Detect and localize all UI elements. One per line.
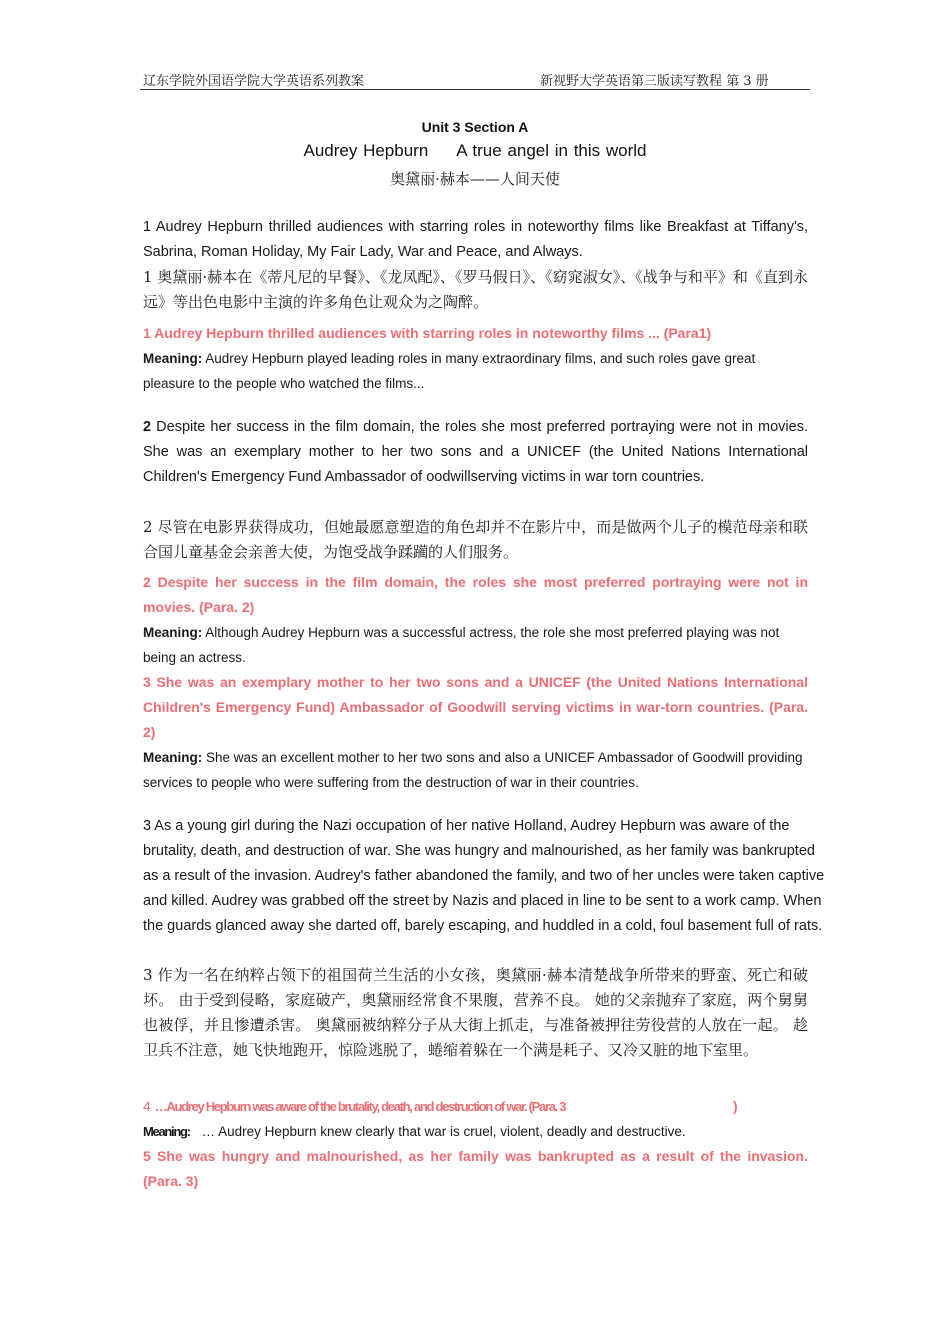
note3-heading: 3 She was an exemplary mother to her two sons and a UNICEF (the United Nations International Children's Emergency Fund) Ambassador of Goodwill serving victims in war-torn countries. (Para. 2) bbox=[143, 674, 808, 740]
note1-heading: 1 Audrey Hepburn thrilled audiences with starring roles in noteworthy films ... (Para1) bbox=[143, 325, 712, 341]
note4-heading bbox=[143, 1094, 808, 1119]
para3-english: 3 As a young girl during the Nazi occupation of her native Holland, Audrey Hepburn was aware of the brutality, death, and destruction of war. She was hungry and malnourished, as her family was bankrupted as a result of the invasion. Audrey's father abandoned the family, and two of her uncles were taken captive and killed. Audrey was grabbed off the street by Nazis and placed in line to be sent to a work camp. When the guards glanced away she darted off, barely escaping, and huddled in a cold, foul basement full of rats. bbox=[143, 818, 825, 934]
note2-meaning-text: Although Audrey Hepburn was a successful actress, the role she most preferred playing was not being an actress. bbox=[143, 625, 780, 665]
note4-meaning bbox=[143, 1119, 808, 1144]
note1-meaning-text: Audrey Hepburn played leading roles in many extraordinary films, and such roles gave great pleasure to the people who watched the films... bbox=[143, 351, 756, 391]
note1-meaning bbox=[143, 346, 808, 396]
note2-heading: 2 Despite her success in the film domain, the roles she most preferred portraying were not in movies. (Para. 2) bbox=[143, 574, 808, 615]
note3-meaning-label: Meaning: bbox=[143, 750, 203, 765]
note4-close-paren: ) bbox=[733, 1098, 738, 1114]
para3-chinese: 3 作为一名在纳粹占领下的祖国荷兰生活的小女孩，奥黛丽·赫本清楚战争所带来的野蛮、死亡和破坏。 由于受到侵略，家庭破产，奥黛丽经常食不果腹，营养不良。 她的父亲抛弃了家庭，两个舅舅也被俘，并且惨遭杀害。 奥黛丽被纳粹分子从大街上抓走，与准备被押往劳役营的人放在一起。 趁卫兵不注意，她飞快地跑开，惊险逃脱了，蜷缩着躲在一个满是耗子、又冷又脏的地下室里。 bbox=[143, 966, 808, 1059]
header-right: 新视野大学英语第三版读写教程 第 3 册 bbox=[540, 74, 769, 89]
note4-heading-text: …Audrey Hepburn was aware of the brutality, death, and destruction of war. (Para. 3 bbox=[154, 1099, 566, 1114]
note4-meaning-label: Meaning: bbox=[143, 1124, 190, 1139]
note4-meaning-text: … Audrey Hepburn knew clearly that war is cruel, violent, deadly and destructive. bbox=[201, 1124, 686, 1139]
main-title-name: Audrey Hepburn bbox=[303, 141, 429, 160]
unit-title: Unit 3 Section A bbox=[421, 119, 529, 135]
header-rule bbox=[140, 89, 810, 90]
main-title-subtitle: A true angel in this world bbox=[456, 141, 647, 160]
main-title bbox=[0, 141, 950, 161]
para1-english: 1 Audrey Hepburn thrilled audiences with starring roles in noteworthy films like Breakfast at Tiffany's, Sabrina, Roman Holiday, My Fair Lady, War and Peace, and Always. bbox=[143, 219, 808, 260]
para1-chinese: 1 奥黛丽·赫本在《蒂凡尼的早餐》、《龙凤配》、《罗马假日》、《窈窕淑女》、《战争与和平》和《直到永远》等出色电影中主演的许多角色让观众为之陶醉。 bbox=[143, 268, 808, 311]
note2-meaning-label: Meaning: bbox=[143, 625, 203, 640]
header-left: 辽东学院外国语学院大学英语系列教案 bbox=[143, 74, 365, 89]
note1-meaning-label: Meaning: bbox=[143, 351, 203, 366]
note3-meaning-text: She was an excellent mother to her two sons and also a UNICEF Ambassador of Goodwill providing services to people who were suffering from the destruction of war in their countries. bbox=[143, 750, 803, 790]
note4-number: 4 bbox=[143, 1098, 155, 1114]
note5-heading: 5 She was hungry and malnourished, as her family was bankrupted as a result of the invasion. (Para. 3) bbox=[143, 1148, 808, 1189]
para2-number: 2 bbox=[143, 419, 152, 435]
note2-meaning bbox=[143, 620, 808, 670]
chinese-title: 奥黛丽·赫本——人间天使 bbox=[390, 170, 560, 188]
note3-meaning bbox=[143, 745, 808, 795]
para2-chinese: 2 尽管在电影界获得成功，但她最愿意塑造的角色却并不在影片中，而是做两个儿子的模范母亲和联合国儿童基金会亲善大使，为饱受战争蹂躏的人们服务。 bbox=[143, 518, 808, 561]
para2-english bbox=[143, 415, 808, 490]
para2-english-text: Despite her success in the film domain, the roles she most preferred portraying were not in movies. She was an exemplary mother to her two sons and a UNICEF (the United Nations International Children's Emergency Fund Ambassador of oodwillserving victims in war torn countries. bbox=[143, 419, 808, 485]
